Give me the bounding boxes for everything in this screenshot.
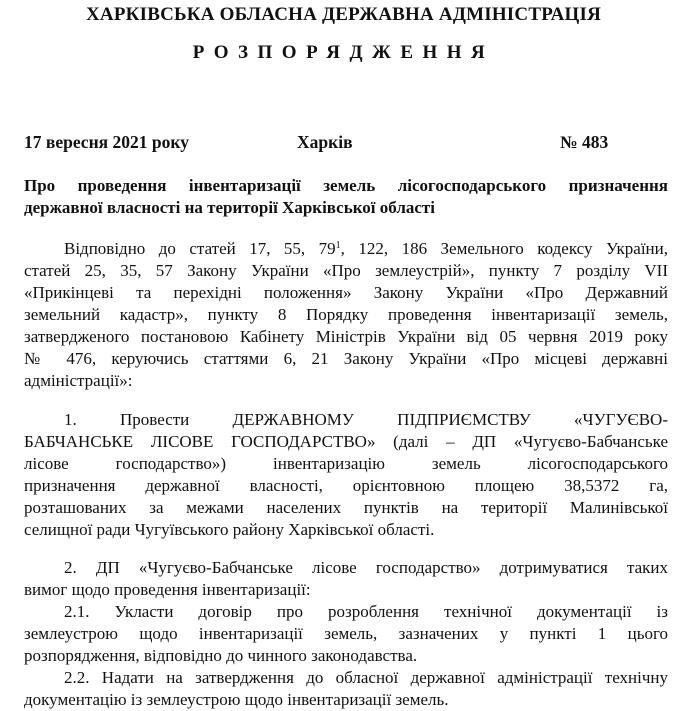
- preamble-first-line: [64, 238, 668, 260]
- preamble-line: адміністрації»:: [24, 371, 133, 390]
- article-superscript: 1: [335, 240, 341, 251]
- document-date: 17 вересня 2021 року: [24, 132, 189, 152]
- item-1-line: селищної ради Чугуївського району Харківської області.: [24, 520, 435, 539]
- item-1-line: призначення державної власності, орієнтовною площею 38,5372 га,: [24, 476, 668, 495]
- preamble-line: «Прикінцеві та перехідні положення» Закону України «Про Державний: [24, 283, 668, 302]
- item-2-1-line: 2.1. Укласти договір про розроблення технічної документації із: [64, 602, 668, 621]
- subject-line: державної власності на території Харківської області: [24, 198, 435, 217]
- document-city: Харків: [297, 132, 353, 152]
- item-2-1-line: землеустрою щодо інвентаризації земель, зазначених у пункті 1 цього: [24, 624, 668, 643]
- item-1-line: 1. Провести ДЕРЖАВНОМУ ПІДПРИЄМСТВУ «ЧУГУЄВО-: [64, 410, 668, 429]
- preamble-line: земельний кадастр», пункту 8 Порядку проведення інвентаризації земель,: [24, 305, 668, 324]
- subject-line: Про проведення інвентаризації земель лісогосподарського призначення: [24, 176, 668, 195]
- item-1-line: розташованих за межами населених пунктів на території Малинівської: [24, 498, 668, 517]
- organization-header: ХАРКІВСЬКА ОБЛАСНА ДЕРЖАВНА АДМІНІСТРАЦІЯ: [86, 4, 601, 25]
- preamble-line: статей 25, 35, 57 Закону України «Про землеустрій», пункту 7 розділу VII: [24, 261, 668, 280]
- preamble-text: Відповідно до статей 17, 55, 79: [64, 239, 336, 258]
- preamble-line: № 476, керуючись статтями 6, 21 Закону України «Про місцеві державні: [24, 349, 668, 368]
- item-2-1-line: розпорядження, відповідно до чинного законодавства.: [24, 646, 418, 665]
- item-1-line: лісове господарство») інвентаризацію земель лісогосподарського: [24, 454, 668, 473]
- preamble-line: затвердженого постановою Кабінету Міністрів України від 05 червня 2019 року: [24, 327, 668, 346]
- item-2-line: вимог щодо проведення інвентаризації:: [24, 580, 311, 599]
- item-2-2-line: 2.2. Надати на затвердження до обласної державної адміністрації технічну: [64, 668, 668, 687]
- preamble-text: , 122, 186 Земельного кодексу України,: [340, 239, 668, 258]
- document-type-title: РОЗПОРЯДЖЕННЯ: [192, 42, 495, 63]
- item-2-2-line: документацію із землеустрою щодо інвентаризації земель.: [24, 690, 449, 709]
- item-2-line: 2. ДП «Чугуєво-Бабчанське лісове господарство» дотримуватися таких: [64, 558, 668, 577]
- document-number: № 483: [560, 132, 609, 152]
- item-1-line: БАБЧАНСЬКЕ ЛІСОВЕ ГОСПОДАРСТВО» (далі – ДП «Чугуєво-Бабчанське: [24, 432, 668, 451]
